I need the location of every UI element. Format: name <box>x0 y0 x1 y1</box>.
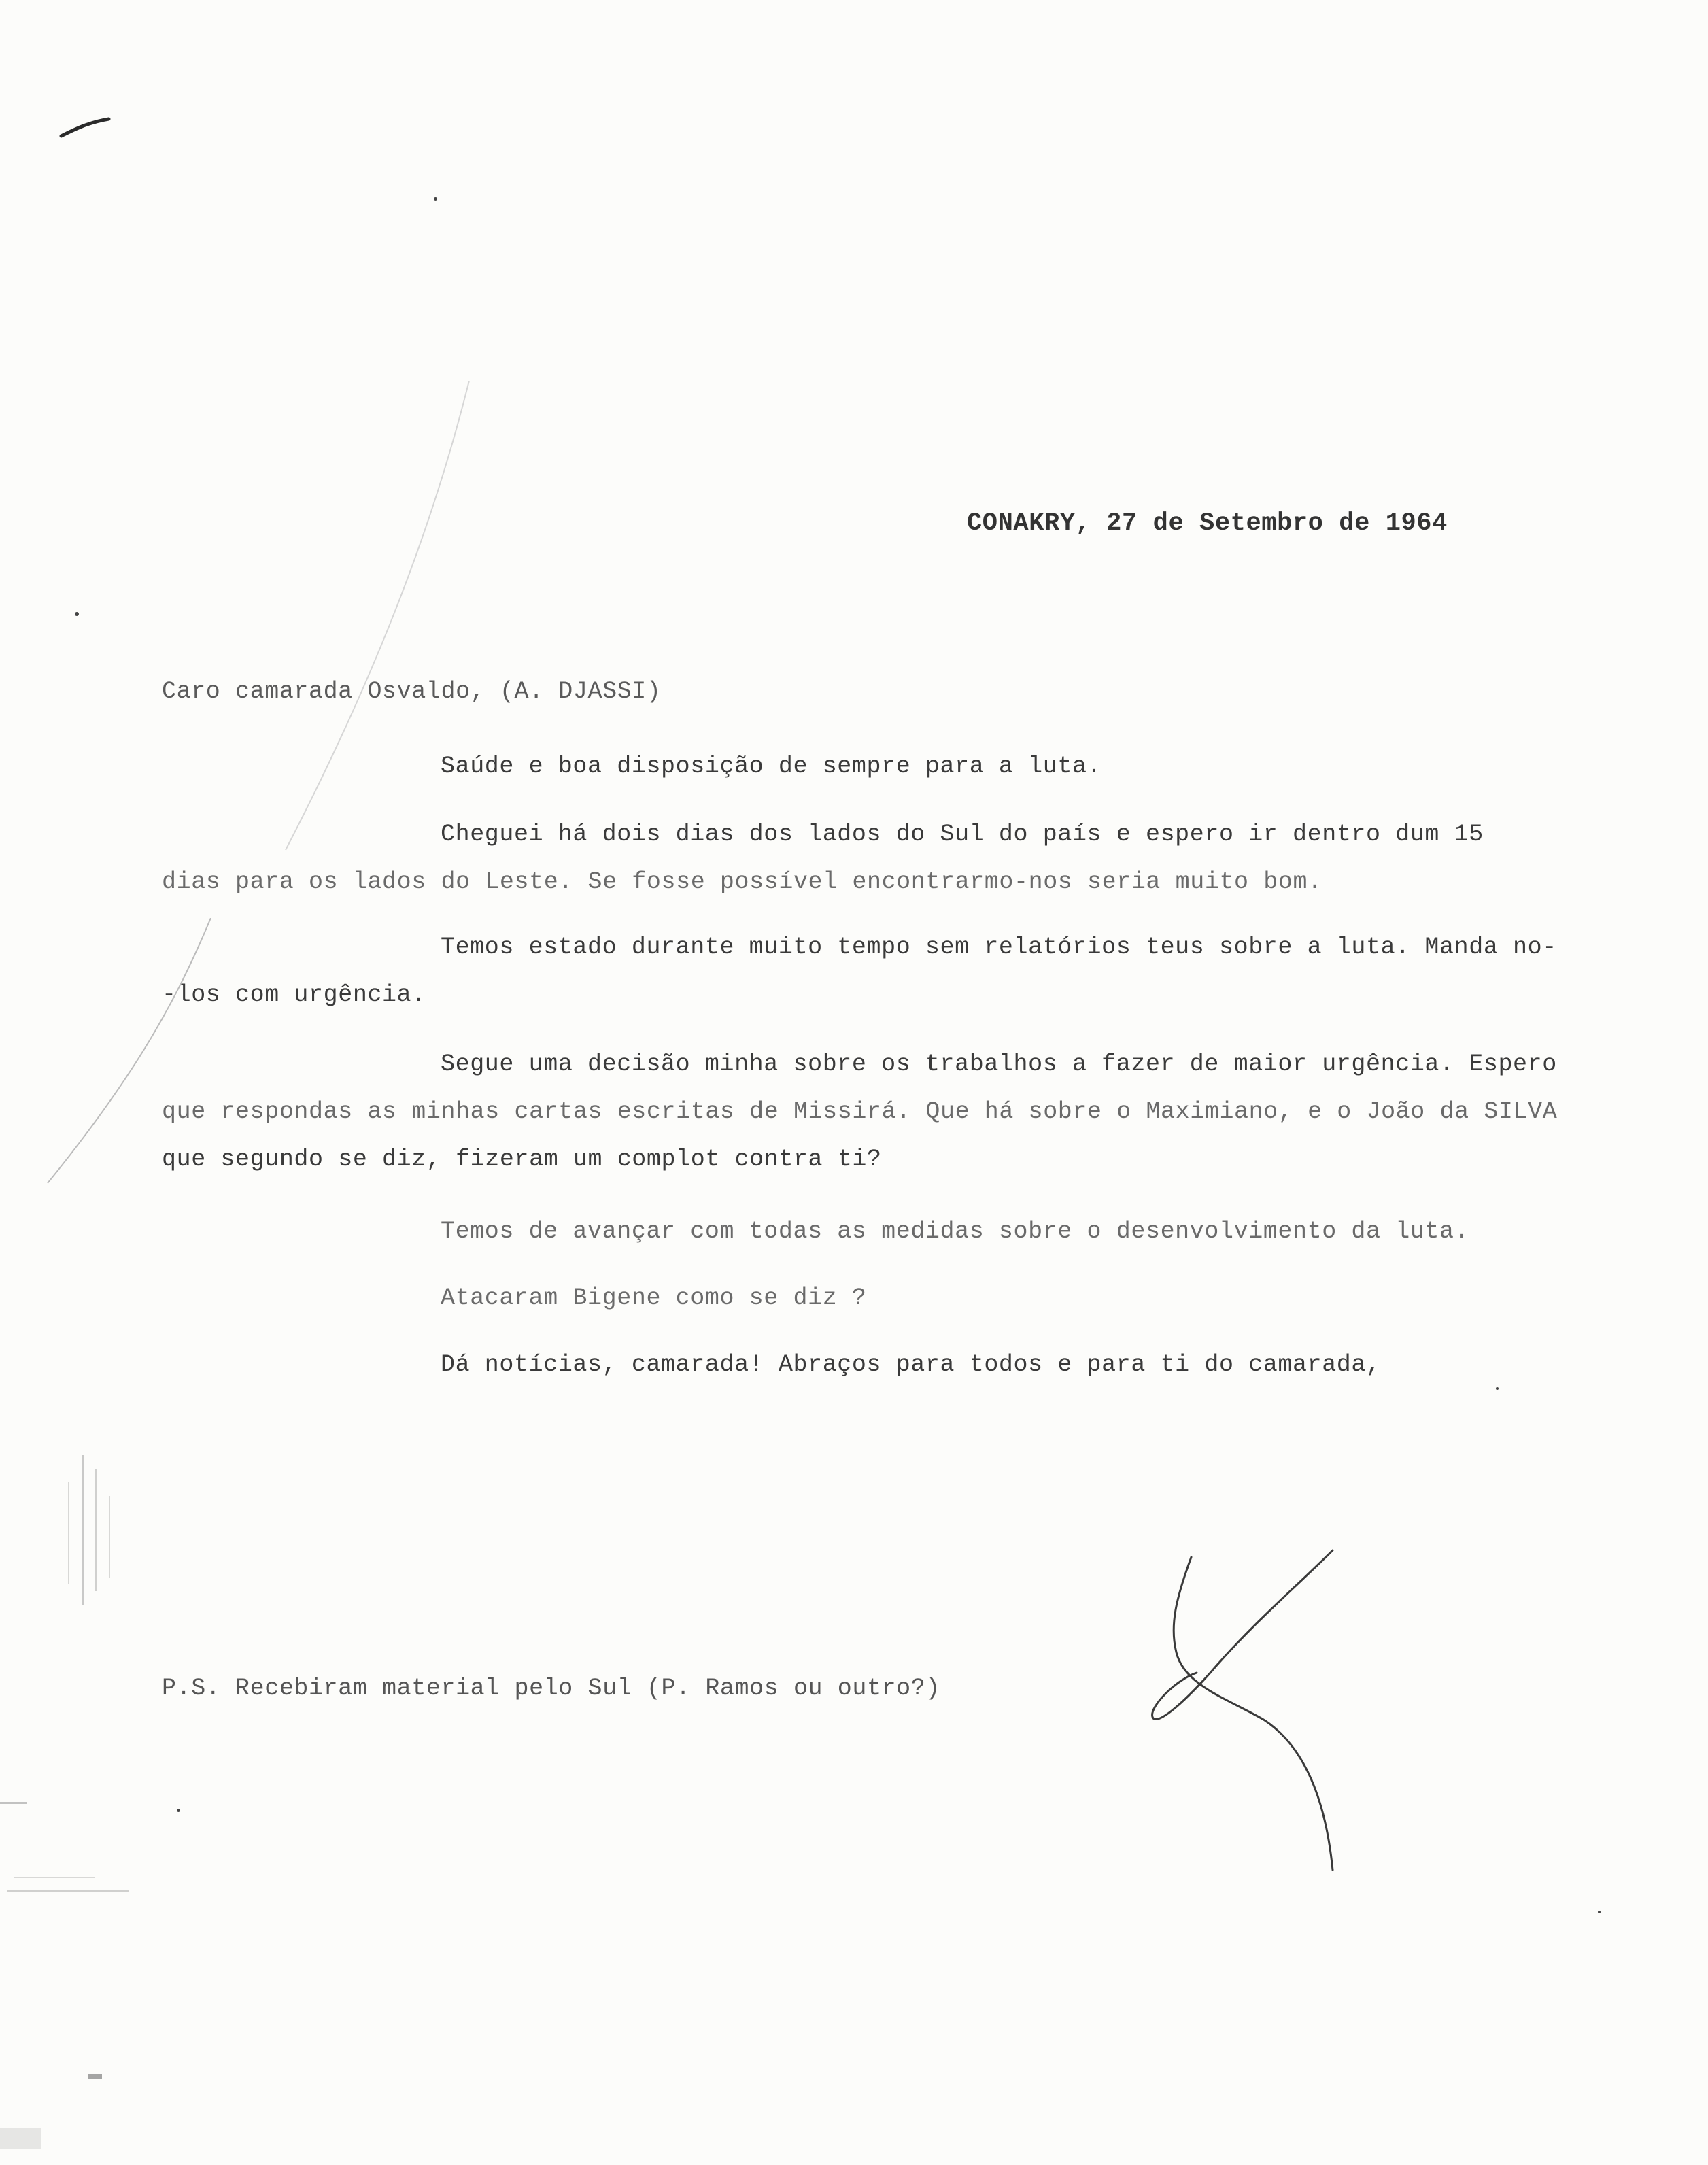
paragraph-1: Saúde e boa disposição de sempre para a luta. <box>441 753 1102 780</box>
paragraph-6: Atacaram Bigene como se diz ? <box>441 1284 867 1312</box>
letter-salutation: Caro camarada Osvaldo, (A. DJASSI) <box>162 678 662 705</box>
paragraph-3-line-1: Temos estado durante muito tempo sem relatórios teus sobre a luta. Manda no- <box>441 934 1557 961</box>
paragraph-4-line-3: que segundo se diz, fizeram um complot contra ti? <box>162 1146 882 1173</box>
postscript: P.S. Recebiram material pelo Sul (P. Ramos ou outro?) <box>162 1675 940 1702</box>
handwritten-signature <box>1149 1544 1373 1883</box>
dust-speck <box>1496 1387 1499 1390</box>
crease-line-upper <box>272 381 476 857</box>
paragraph-2-line-1: Cheguei há dois dias dos lados do Sul do país e espero ir dentro dum 15 <box>441 821 1484 848</box>
dust-speck <box>434 197 437 201</box>
ink-mark-top-left <box>54 109 116 150</box>
paragraph-5: Temos de avançar com todas as medidas sobre o desenvolvimento da luta. <box>441 1218 1469 1245</box>
crease-line <box>41 918 218 1190</box>
dust-speck <box>177 1809 180 1812</box>
scan-noise-left-edge <box>0 1278 143 2162</box>
dust-speck <box>75 612 79 616</box>
letter-header-date: CONAKRY, 27 de Setembro de 1964 <box>967 509 1448 538</box>
paragraph-7-closing: Dá notícias, camarada! Abraços para todos e para ti do camarada, <box>441 1351 1381 1378</box>
paragraph-2-line-2: dias para os lados do Leste. Se fosse possível encontrarmo-nos seria muito bom. <box>162 868 1322 896</box>
dust-speck <box>1598 1911 1601 1913</box>
paragraph-4-line-1: Segue uma decisão minha sobre os trabalhos a fazer de maior urgência. Espero <box>441 1051 1557 1078</box>
paragraph-4-line-2: que respondas as minhas cartas escritas de Missirá. Que há sobre o Maximiano, e o João da SILVA <box>162 1098 1558 1125</box>
paragraph-3-line-2: -los com urgência. <box>162 981 426 1008</box>
